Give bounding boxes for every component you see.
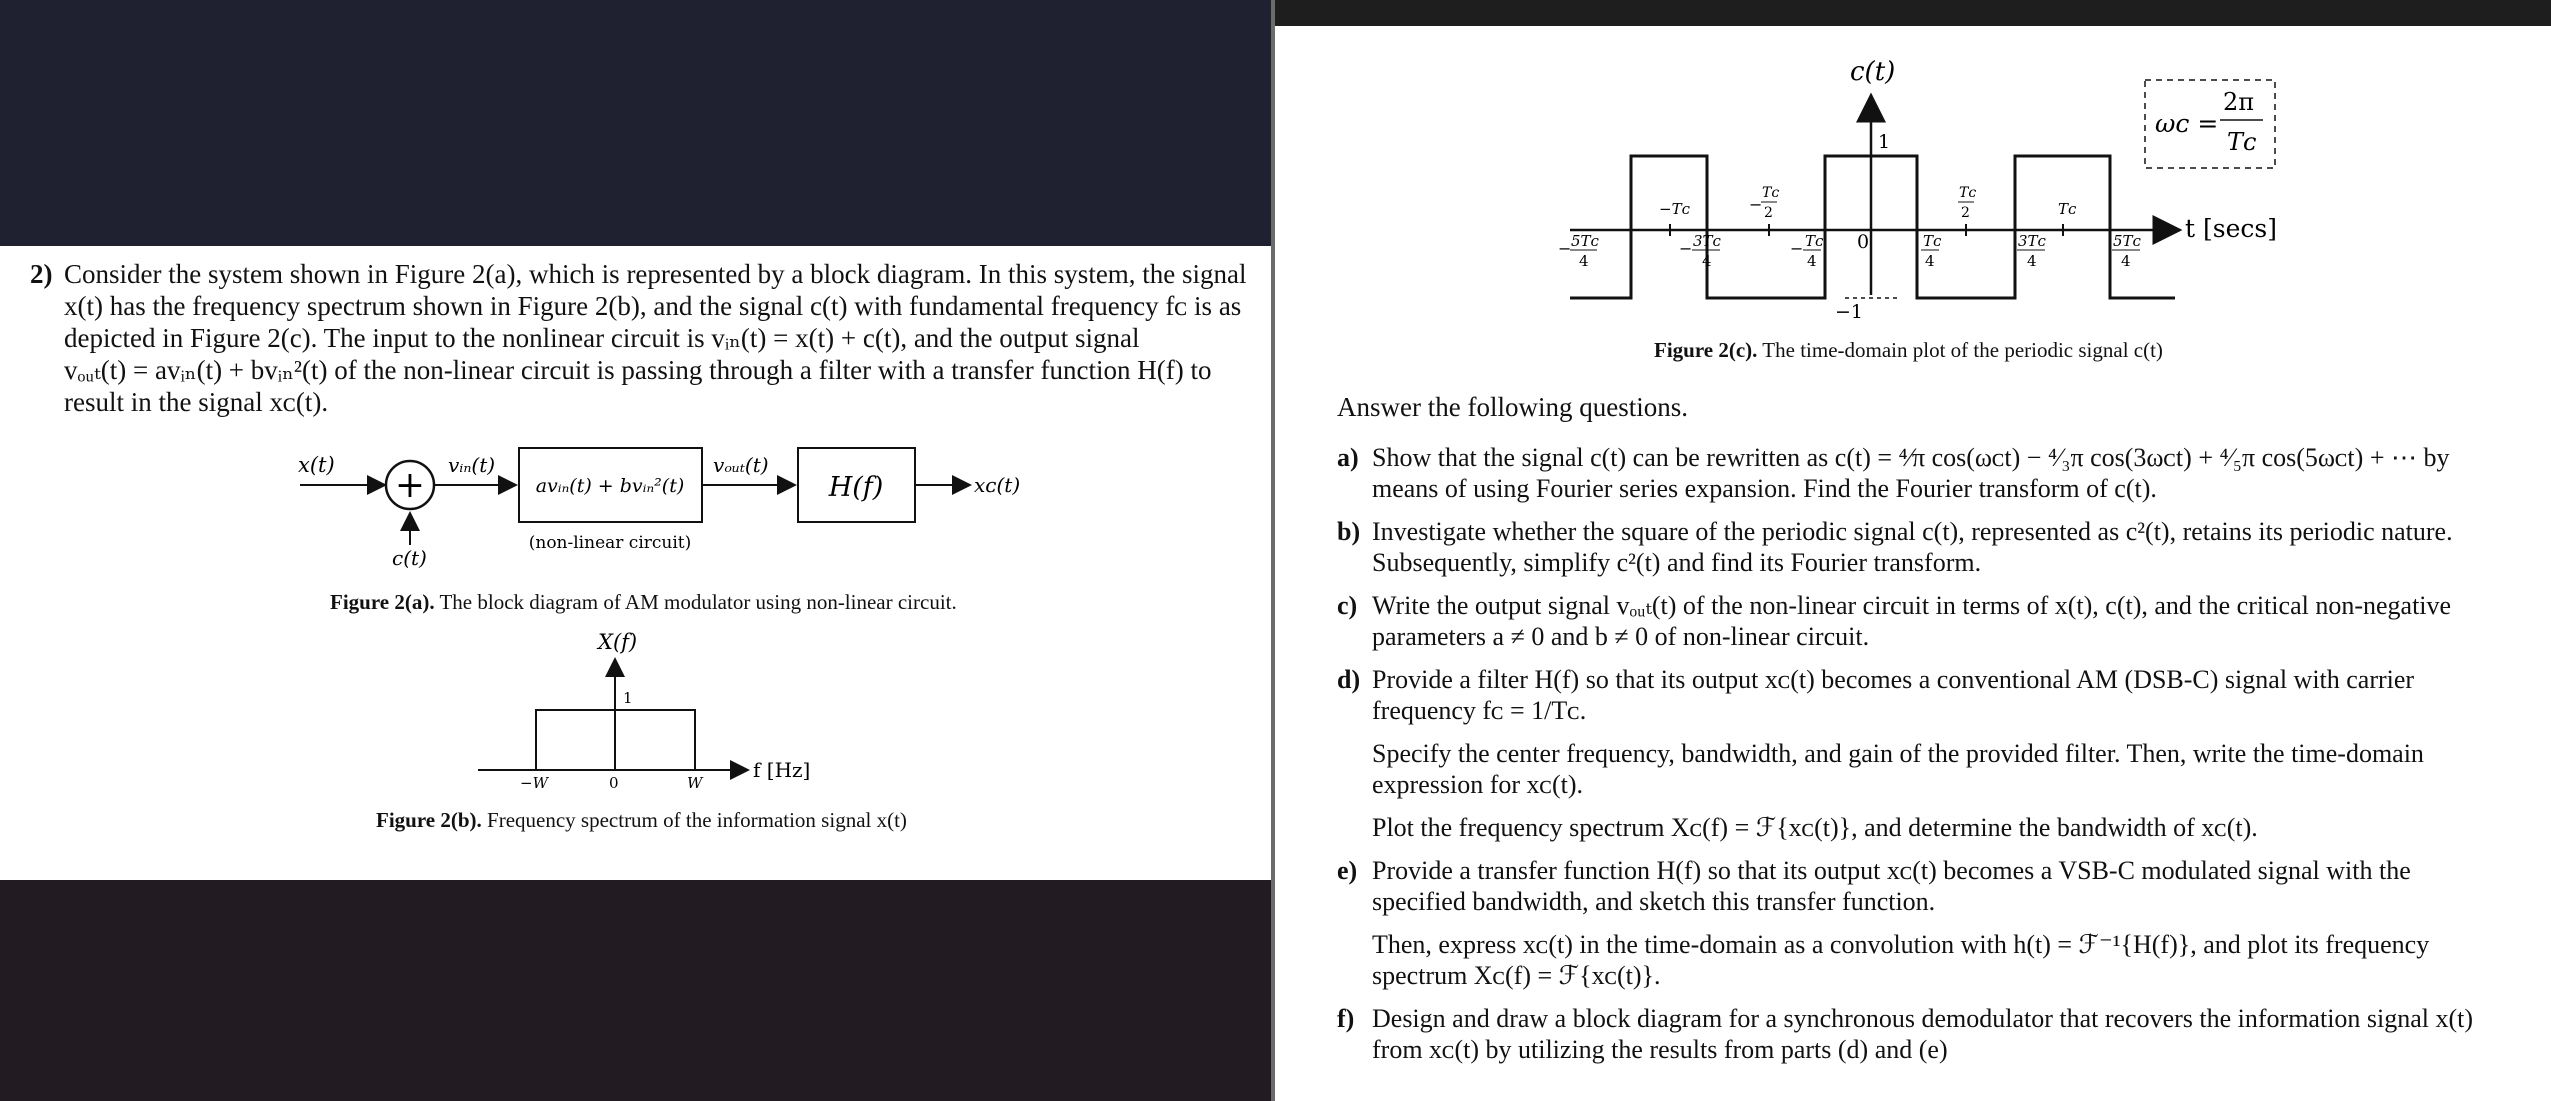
tick-den: 2 xyxy=(1764,205,1773,221)
left-dark-bottom xyxy=(0,880,1271,1101)
input-label: x(t) xyxy=(298,453,335,477)
tick-5tc-num: 5Tᴄ xyxy=(1571,232,1599,250)
question-c: c) Write the output signal vₒᵤₜ(t) of the non-linear circuit in terms of x(t), c(t), and the critical non-negative parameters a ≠ 0 and b ≠ 0 of non-linear circuit. xyxy=(1337,591,2452,651)
question-label: d) xyxy=(1337,665,1361,694)
nonlinear-expression: avᵢₙ(t) + bvᵢₙ²(t) xyxy=(535,475,685,497)
tick-tc: Tᴄ xyxy=(2058,200,2077,218)
tick-w: W xyxy=(687,774,703,792)
minus-sign: − xyxy=(1749,195,1763,214)
problem-statement xyxy=(30,258,1260,418)
minus-sign: − xyxy=(1558,239,1572,258)
tick-zero: 0 xyxy=(609,774,619,792)
question-label: b) xyxy=(1337,517,1361,546)
question-f: f) Design and draw a block diagram for a synchronous demodulator that recovers the information signal x(t) from xᴄ(t) by utilizing the results from parts (d) and (e) xyxy=(1337,1004,2474,1064)
t-axis-label: t [secs] xyxy=(2185,214,2277,243)
answers-heading: Answer the following questions. xyxy=(1337,392,1688,422)
question-label: f) xyxy=(1337,1004,1355,1033)
tick-tc-num: Tᴄ xyxy=(1959,185,1977,201)
tick-tc-num: Tᴄ xyxy=(1762,185,1780,201)
omega-num: 2π xyxy=(2223,88,2255,116)
tick-den: 4 xyxy=(1579,252,1589,270)
output-label: xᴄ(t) xyxy=(974,473,1021,497)
xf-label: X(f) xyxy=(598,630,638,654)
question-e: e) Provide a transfer function H(f) so that its output xᴄ(t) becomes a VSB-C modulated signal with the specified bandwidth, and sketch this transfer function. Then, express xᴄ(t) in the time-domain as a convolution with h(t) = ℱ⁻¹{H(f)}, and plot its frequency spectrum Xᴄ(f) = ℱ{xᴄ(t)}. xyxy=(1337,856,2430,990)
question-b: b) Investigate whether the square of the periodic signal c(t), represented as c²(t), retains its periodic nature. Subsequently, simplify c²(t) and find its Fourier transform. xyxy=(1337,517,2453,577)
question-label: a) xyxy=(1337,443,1359,472)
level-one: 1 xyxy=(1878,131,1891,153)
minus-sign: − xyxy=(1679,239,1693,258)
figure-2c-caption: Figure 2(c). The time-domain plot of the periodic signal c(t) xyxy=(1654,338,2163,362)
tick-tc-num: Tᴄ xyxy=(1923,232,1942,250)
problem-line: result in the signal xᴄ(t). xyxy=(64,387,329,417)
tick-den: 4 xyxy=(1807,252,1817,270)
figure-2b-caption: Figure 2(b). Frequency spectrum of the information signal x(t) xyxy=(376,808,907,832)
tick-neg-tc: −Tᴄ xyxy=(1659,200,1690,218)
tick-3tc-num: 3Tᴄ xyxy=(1693,232,1721,250)
tick-zero: 0 xyxy=(1857,231,1870,253)
tick-den: 4 xyxy=(2121,252,2131,270)
figure-2c-signal xyxy=(1555,50,2315,340)
figure-2b-spectrum xyxy=(470,625,830,795)
problem-number: 2) xyxy=(30,259,53,289)
omega-den: Tᴄ xyxy=(2227,128,2257,156)
tick-tc-num: Tᴄ xyxy=(1805,232,1824,250)
vin-label: vᵢₙ(t) xyxy=(448,453,496,477)
f-axis-label: f [Hz] xyxy=(753,758,811,782)
left-dark-top xyxy=(0,0,1271,246)
figure-2a-block-diagram xyxy=(290,445,1050,585)
figure-2a-caption: Figure 2(a). The block diagram of AM modulator using non-linear circuit. xyxy=(330,590,957,614)
level-minus-one: −1 xyxy=(1835,301,1864,323)
tick-den: 2 xyxy=(1961,205,1970,221)
level-one: 1 xyxy=(623,689,633,707)
problem-line: vₒᵤₜ(t) = avᵢₙ(t) + bvᵢₙ²(t) of the non-linear circuit is passing through a filter with a transfer function H(f) to xyxy=(64,355,1212,385)
right-dark-band xyxy=(1275,0,2551,26)
tick-den: 4 xyxy=(1702,252,1712,270)
tick-5tc-num: 5Tᴄ xyxy=(2113,232,2141,250)
filter-label: H(f) xyxy=(828,472,884,503)
question-list xyxy=(1337,442,2537,1077)
problem-line: x(t) has the frequency spectrum shown in Figure 2(b), and the signal c(t) with fundamental frequency fᴄ is as xyxy=(64,291,1242,321)
problem-line: Consider the system shown in Figure 2(a), which is represented by a block diagram. In this system, the signal xyxy=(64,259,1247,289)
problem-line: depicted in Figure 2(c). The input to the nonlinear circuit is vᵢₙ(t) = x(t) + c(t), and the output signal xyxy=(64,323,1140,353)
vout-label: vₒᵤₜ(t) xyxy=(713,453,769,477)
adder-plus: + xyxy=(394,465,426,506)
minus-sign: − xyxy=(1790,239,1804,258)
question-d: d) Provide a filter H(f) so that its output xᴄ(t) becomes a conventional AM (DSB-C) signal with carrier frequency fᴄ = 1/Tᴄ. Specify the center frequency, bandwidth, and gain of the provided filter. Then, write the time-domain expression for xᴄ(t). Plot the frequency spectrum Xᴄ(f) = ℱ{xᴄ(t)}, and determine the bandwidth of xᴄ(t). xyxy=(1337,665,2424,842)
tick-neg-w: −W xyxy=(520,774,548,792)
nonlinear-note: (non-linear circuit) xyxy=(528,533,692,553)
question-label: e) xyxy=(1337,856,1358,885)
question-label: c) xyxy=(1337,591,1358,620)
tick-den: 4 xyxy=(1925,252,1935,270)
tick-den: 4 xyxy=(2027,252,2037,270)
square-wave xyxy=(1570,156,2175,298)
carrier-label: c(t) xyxy=(392,546,427,570)
omega-lhs: ωᴄ = xyxy=(2155,109,2219,138)
question-a: a) Show that the signal c(t) can be rewritten as c(t) = ⁴⁄π cos(ωᴄt) − ⁴⁄₃π cos(3ωᴄt) + ⁴⁄₅π cos(5ωᴄt) + ⋯ by means of using Fourier series expansion. Find the Fourier transform of c(t). xyxy=(1337,443,2450,503)
ct-label: c(t) xyxy=(1850,57,1896,87)
tick-3tc-num: 3Tᴄ xyxy=(2018,232,2046,250)
